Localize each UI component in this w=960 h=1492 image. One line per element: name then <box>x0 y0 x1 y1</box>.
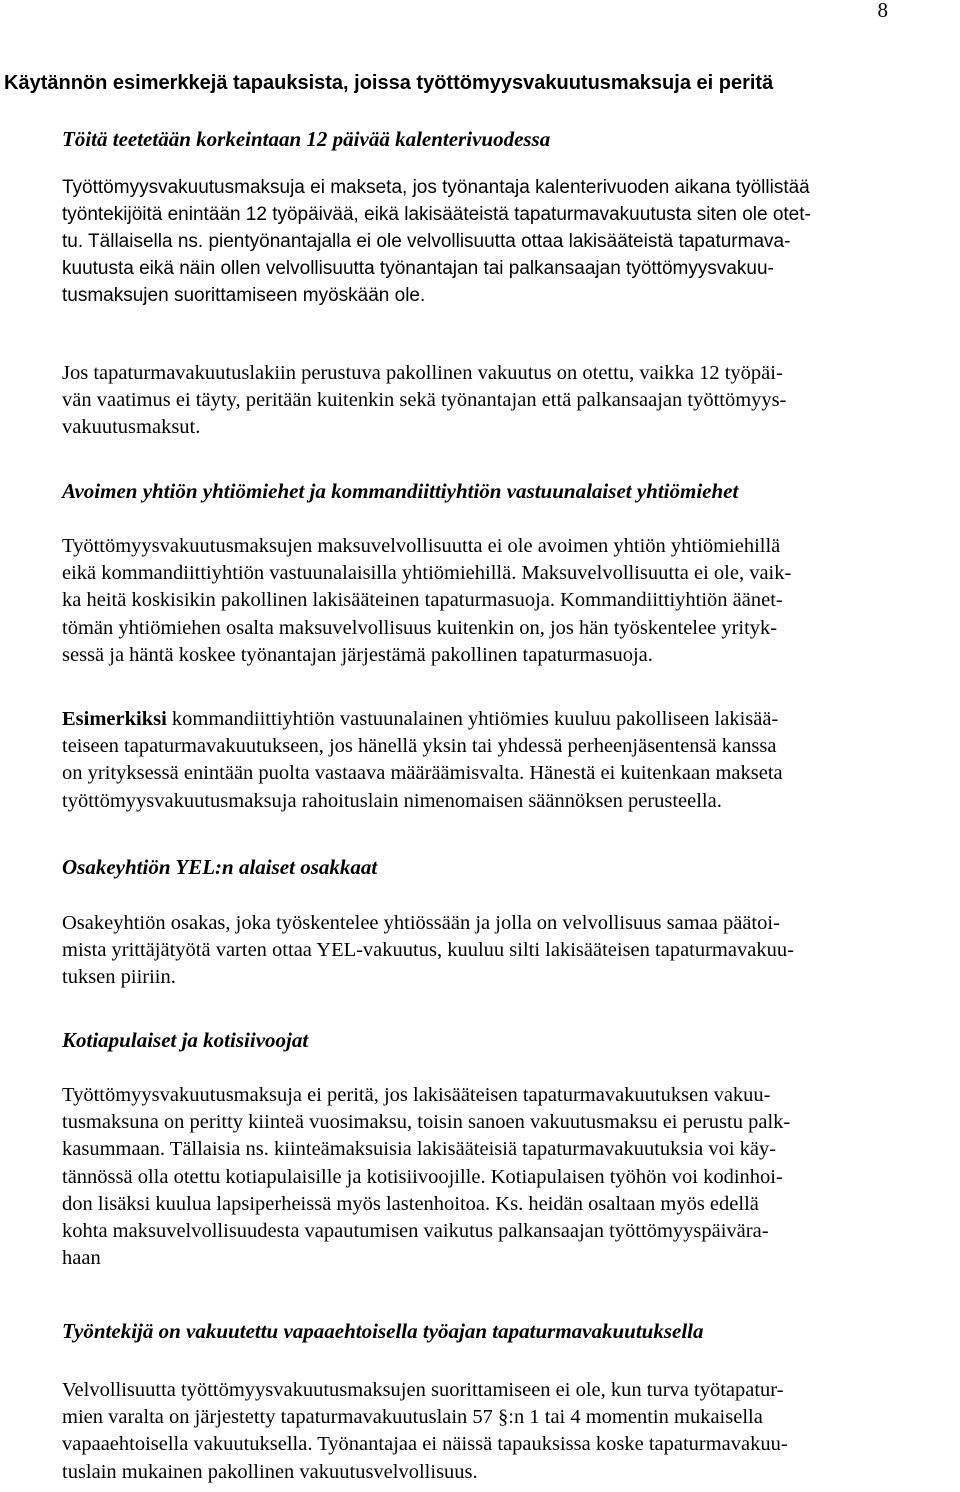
text-line: Osakeyhtiön osakas, joka työskentelee yhtiössään ja jolla on velvollisuus samaa päätoi- <box>62 912 780 934</box>
text-line: mien varalta on järjestetty tapaturmavakuutuslain 57 §:n 1 tai 4 momentin mukaisella <box>62 1406 763 1429</box>
text-line: kohta maksuvelvollisuudesta vapautumisen vaikutus palkansaajan työttömyyspäivära- <box>62 1220 769 1243</box>
text-line: tusmaksuna on peritty kiinteä vuosimaksu, toisin sanoen vakuutusmaksu ei perustu palk- <box>62 1111 791 1134</box>
text-line: Työttömyysvakuutusmaksuja ei peritä, jos lakisääteisen tapaturmavakuutuksen vakuu- <box>62 1084 771 1106</box>
section-heading-12-days: Töitä teetetään korkeintaan 12 päivää kalenterivuodessa <box>62 127 551 151</box>
text-line: Työttömyysvakuutusmaksuja ei makseta, jos työnantaja kalenterivuoden aikana työllistää <box>62 177 810 198</box>
text-line: haan <box>62 1247 101 1270</box>
example-bold-lead: Esimerkiksi <box>62 708 167 730</box>
text-line: tusmaksujen suorittamiseen myöskään ole. <box>62 285 426 306</box>
text-line: työntekijöitä enintään 12 työpäivää, eikä lakisääteistä tapaturmavakuutusta siten ole otet- <box>62 204 811 225</box>
text-line: tännössä olla otettu kotiapulaisille ja kotisiivoojille. Kotiapulaisen työhön voi kodinhoi- <box>62 1165 783 1188</box>
text-line: sessä ja häntä koskee työnantajan järjestämä pakollinen tapaturmasuoja. <box>62 643 653 666</box>
text-line: Jos tapaturmavakuutuslakiin perustuva pakollinen vakuutus on otettu, vaikka 12 työpäi- <box>62 362 783 384</box>
text-line: ka heitä koskisikin pakollinen lakisääteinen tapaturmasuoja. Kommandiittiyhtiön äänet- <box>62 589 783 612</box>
text-line: mista yrittäjätyötä varten ottaa YEL-vakuutus, kuuluu silti lakisääteisen tapaturmavakuu- <box>62 939 794 962</box>
text-line: kasummaan. Tällaisia ns. kiinteämaksuisia lakisääteisiä tapaturmavakuutuksia voi käy- <box>62 1138 777 1161</box>
paragraph-example <box>62 706 942 815</box>
page-number: 8 <box>877 0 888 22</box>
text-line: eikä kommandiittiyhtiön vastuunalaisilla yhtiömiehillä. Maksuvelvollisuutta ei ole, vaik- <box>62 562 792 585</box>
text-line: tuslain mukainen pakollinen vakuutusvelvollisuus. <box>62 1460 478 1483</box>
paragraph-domestic-help <box>62 1082 942 1272</box>
section-heading-voluntary-insurance: Työntekijä on vakuutettu vapaaehtoisella työajan tapaturmavakuutuksella <box>62 1319 704 1343</box>
text-line: Työttömyysvakuutusmaksujen maksuvelvollisuutta ei ole avoimen yhtiön yhtiömiehillä <box>62 535 781 557</box>
section-heading-domestic-help: Kotiapulaiset ja kotisiivoojat <box>62 1028 309 1052</box>
text-line: on yrityksessä enintään puolta vastaava määräämisvalta. Hänestä ei kuitenkaan makseta <box>62 762 783 785</box>
text-line: tuksen piiriin. <box>62 966 176 989</box>
paragraph-voluntary-insurance <box>62 1377 942 1486</box>
text-line: don lisäksi kuulua lapsiperheissä myös lastenhoitoa. Ks. heidän osaltaan myös edellä <box>62 1192 759 1215</box>
section-heading-yel: Osakeyhtiön YEL:n alaiset osakkaat <box>62 855 378 879</box>
paragraph-partners <box>62 533 942 669</box>
text-line: työttömyysvakuutusmaksuja rahoituslain nimenomaisen säännöksen perusteella. <box>62 789 722 812</box>
text-line: kuutusta eikä näin ollen velvollisuutta työnantajan tai palkansaajan työttömyysvakuu- <box>62 258 774 279</box>
paragraph-12-days-rule <box>62 174 942 309</box>
text-line: vän vaatimus ei täyty, peritään kuitenkin sekä työnantajan että palkansaajan työttömyys- <box>62 389 787 412</box>
text-line: teiseen tapaturmavakuutukseen, jos hänellä yksin tai yhdessä perheenjäsentensä kanssa <box>62 735 777 758</box>
paragraph-mandatory-insurance <box>62 360 942 442</box>
section-heading-partners: Avoimen yhtiön yhtiömiehet ja kommandiittiyhtiön vastuunalaiset yhtiömiehet <box>62 479 739 503</box>
text-line: tömän yhtiömiehen osalta maksuvelvollisuus kuitenkin on, jos hän työskentelee yrityk- <box>62 616 778 639</box>
page-title: Käytännön esimerkkejä tapauksista, joissa työttömyysvakuutusmaksuja ei peritä <box>4 72 774 94</box>
text-line: vakuutusmaksut. <box>62 416 201 439</box>
text-run: kommandiittiyhtiön vastuunalainen yhtiömies kuuluu pakolliseen lakisää- <box>166 708 779 730</box>
text-line <box>62 706 942 733</box>
text-line: tu. Tällaisella ns. pientyönantajalla ei ole velvollisuutta ottaa lakisääteistä tapaturmava- <box>62 231 791 252</box>
text-line: vapaaehtoisella vakuutuksella. Työnantajaa ei näissä tapauksissa koske tapaturmavakuu- <box>62 1433 788 1456</box>
paragraph-yel <box>62 910 942 992</box>
text-line: Velvollisuutta työttömyysvakuutusmaksujen suorittamiseen ei ole, kun turva työtapatur- <box>62 1379 784 1401</box>
